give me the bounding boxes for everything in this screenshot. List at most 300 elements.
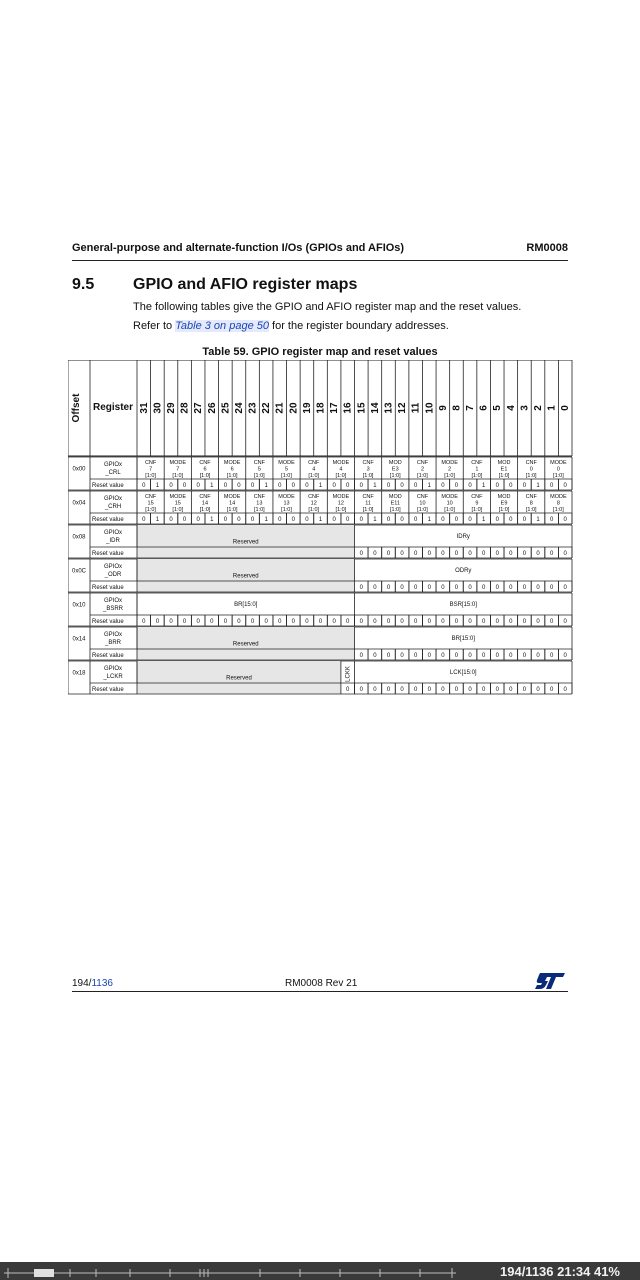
reset-value: 0 [142,517,146,523]
reset-value: 0 [481,653,486,659]
row-reset-label: Reset value [92,653,124,659]
reset-value: 0 [509,653,513,659]
reset-value: 0 [414,585,418,591]
field-label: 12 [310,500,317,507]
field-label: MODE [223,494,241,500]
reset-value: 0 [332,517,336,523]
header-bit-23: 23 [247,402,259,414]
header-bit-5: 5 [492,405,504,411]
field-label: 13 [256,500,263,507]
reset-value: 0 [414,517,418,523]
reset-value: 0 [563,687,567,693]
field-label: E11 [390,500,400,507]
field-label: 15 [174,500,181,507]
reset-value: 0 [536,619,540,625]
reset-value: 0 [441,551,445,557]
page-total-link[interactable]: 1136 [91,978,113,989]
reset-value: 0 [495,517,499,523]
row-register-name: GPIOx [103,598,123,604]
reset-value: 0 [182,517,187,523]
reset-value: 0 [468,551,472,557]
field-label: 2 [448,466,452,473]
row-offset: 0x04 [72,500,86,507]
field-label: CNF [199,494,211,500]
header-bit-30: 30 [152,402,164,414]
reset-value: 0 [481,585,486,591]
field-label: [1:0] [335,507,347,513]
row-reset-label: Reset value [92,483,124,489]
reset-value: 0 [454,619,459,625]
reset-value: 0 [536,653,540,659]
reset-value: 0 [495,619,499,625]
field-label: CNF [253,494,265,500]
reset-value: 0 [386,483,391,489]
refer-text-post: for the register boundary addresses. [268,320,449,332]
reset-value: 0 [250,483,255,489]
reset-value: 0 [563,517,567,523]
field-label: 4 [339,466,343,473]
reset-value: 0 [495,551,499,557]
reset-value: 0 [441,619,445,625]
reset-value: 0 [468,585,472,591]
field-label: CNF [144,494,157,500]
reset-value: 1 [264,483,268,489]
field-label: 10 [419,500,426,507]
header-bit-4: 4 [505,405,517,411]
field-label: Reserved [226,675,252,682]
reset-value: 0 [373,653,377,659]
reset-value: 0 [305,619,309,625]
row-register-name: _ODR [104,572,122,578]
field-label: [1:0] [281,507,292,513]
header-bit-20: 20 [288,402,300,414]
reset-value: 0 [278,483,282,489]
reset-value: 0 [563,619,567,625]
page-header [72,242,568,261]
section-title: GPIO and AFIO register maps [133,276,358,293]
header-bit-12: 12 [397,402,409,414]
field-label: [1:0] [145,507,156,513]
reset-value: 0 [400,517,404,523]
reset-value: 0 [359,653,363,659]
header-bit-26: 26 [206,402,218,414]
field-label: MOD [388,460,402,466]
row-register-name: _BRR [104,640,122,646]
field-label: [1:0] [335,473,347,479]
field-label: CNF [471,494,483,500]
reset-value: 0 [509,687,513,693]
reset-value: 0 [318,619,323,625]
row-register-name: _LCKR [103,674,123,680]
row-register-name: _IDR [106,538,120,544]
field-label: BSR[15:0] [449,602,477,608]
reset-value: 0 [250,619,255,625]
field-label: [1:0] [362,473,374,479]
field-label: E1 [500,466,508,473]
row-reset-label: Reset value [92,619,124,625]
field-label: 15 [147,500,154,507]
header-bit-15: 15 [356,402,368,414]
header-bit-3: 3 [519,405,531,411]
field-label: MOD [388,494,402,500]
reset-value: 0 [509,551,513,557]
header-bit-28: 28 [179,402,191,414]
field-label: 4 [312,466,316,473]
field-label: 14 [201,500,209,507]
row-register-name: GPIOx [103,530,123,536]
field-label: CNF [199,460,211,466]
reset-value: 0 [346,619,350,625]
field-label: [1:0] [253,507,265,513]
reset-value: 1 [155,483,160,489]
row-register-name: GPIOx [103,632,123,638]
reset-value: 0 [237,517,241,523]
field-label: [1:0] [471,507,483,513]
reset-value: 0 [414,551,418,557]
row-offset: 0x00 [72,466,86,473]
header-bit-18: 18 [315,402,327,414]
reset-value: 0 [196,483,200,489]
field-label: [1:0] [172,473,184,479]
reset-value: 0 [454,551,459,557]
reset-value: 0 [305,483,309,489]
field-label: Reserved [232,539,259,546]
refer-paragraph [133,320,449,332]
reset-value: 0 [237,619,241,625]
reset-value: 0 [359,517,363,523]
reset-value: 1 [155,517,160,523]
reset-value: 0 [400,619,404,625]
reset-value: 0 [454,687,459,693]
field-label: CNF [362,494,374,500]
reset-value: 0 [441,585,445,591]
reset-value: 0 [468,619,472,625]
field-label: 10 [446,500,453,507]
page-scrubber[interactable] [0,1262,460,1280]
reset-value: 0 [291,517,295,523]
field-label: MODE [169,494,187,500]
reset-value: 0 [481,619,486,625]
header-bit-9: 9 [437,405,449,411]
header-bit-24: 24 [233,402,245,414]
field-label: 12 [337,500,344,507]
reset-value: 0 [223,619,228,625]
field-label: [1:0] [172,507,184,513]
header-bit-21: 21 [274,402,286,414]
field-label: MODE [441,460,458,466]
reset-value: 0 [549,585,554,591]
reset-value: 0 [536,551,540,557]
reset-value: 0 [481,551,486,557]
reset-value: 0 [400,687,404,693]
reset-value: 0 [264,619,268,625]
field-label: MOD [497,494,511,500]
reset-value: 0 [223,517,228,523]
field-label: 11 [365,500,371,507]
field-label: CNF [416,460,429,466]
reset-value: 0 [373,551,377,557]
reset-value: 0 [386,585,391,591]
table-caption: Table 59. GPIO register map and reset values [202,346,438,358]
header-register: Register [92,402,134,413]
reset-value: 0 [346,483,350,489]
row-offset: 0x14 [72,636,86,643]
header-bit-22: 22 [261,402,273,414]
status-info: 194/1136 21:34 41% [500,1264,620,1279]
reset-value: 0 [386,653,391,659]
reset-value: 1 [536,483,540,489]
field-label: [1:0] [417,507,428,513]
field-label: Reserved [232,641,259,648]
field-label: E9 [500,500,508,507]
reset-value: 0 [495,687,499,693]
reset-value: 1 [210,483,214,489]
reset-value: 0 [386,517,391,523]
field-label: 6 [203,466,207,473]
reset-value: 0 [549,653,554,659]
field-label: MODE [278,494,295,500]
field-label: [1:0] [498,507,510,513]
reset-value: 0 [441,483,445,489]
reset-value: 0 [278,517,282,523]
row-reset-label: Reset value [92,687,124,693]
field-label: 9 [475,500,479,507]
header-bit-8: 8 [451,405,463,411]
field-label: LCKK [345,666,352,682]
field-label: [1:0] [444,507,456,513]
field-label: Reserved [232,573,259,580]
row-offset: 0x08 [72,534,86,541]
field-label: CNF [308,494,320,500]
reset-value: 0 [441,687,445,693]
reset-value: 0 [549,483,554,489]
reset-value: 0 [359,687,363,693]
reset-value: 0 [210,619,214,625]
field-label: 7 [149,466,153,473]
field-label: 6 [230,466,234,473]
intro-paragraph: The following tables give the GPIO and AFIO register map and the reset values. [133,301,522,313]
field-label: 13 [283,500,290,507]
reset-value: 0 [563,585,567,591]
field-label: CNF [362,460,374,466]
reset-value: 0 [373,619,377,625]
reset-value: 0 [549,517,554,523]
field-label: [1:0] [308,473,320,479]
row-reset-label: Reset value [92,551,124,557]
reset-value: 0 [414,653,418,659]
reset-value: 0 [549,687,554,693]
reset-value: 0 [536,585,540,591]
reset-value: 0 [522,653,527,659]
field-label: MODE [278,460,295,466]
reset-value: 0 [522,551,527,557]
reset-value: 0 [359,619,363,625]
reset-value: 0 [549,551,554,557]
header-bit-17: 17 [329,402,341,414]
field-label: [1:0] [471,473,483,479]
page-current: 194/ [72,978,92,989]
reset-value: 0 [468,517,472,523]
reset-value: 0 [169,517,173,523]
reset-value: 1 [318,517,323,523]
field-label: [1:0] [553,507,564,513]
header-bit-6: 6 [478,405,490,411]
reset-value: 0 [169,483,173,489]
row-register-name: _CRL [105,470,121,476]
reset-value: 1 [481,517,486,523]
reset-value: 0 [522,517,527,523]
reset-value: 0 [373,687,377,693]
field-label: MODE [332,460,350,466]
table-3-link[interactable]: Table 3 on page 50 [175,320,269,332]
header-chapter-title: General-purpose and alternate-function I/Os (GPIOs and AFIOs) [72,242,405,254]
field-label: 3 [366,466,370,473]
field-label: MODE [223,460,241,466]
reset-value: 0 [400,551,404,557]
row-register-name: _CRH [104,504,122,510]
reset-value: 0 [196,619,200,625]
reset-value: 1 [264,517,268,523]
field-label: CNF [525,494,537,500]
row-offset: 0x18 [72,670,86,677]
reset-value: 0 [549,619,554,625]
field-label: [1:0] [226,473,238,479]
reset-value: 0 [142,619,146,625]
refer-text-pre: Refer to [133,320,176,332]
reset-value: 0 [400,483,404,489]
field-label: 8 [556,500,560,507]
field-label: LCK[15:0] [449,670,477,676]
field-label: 0 [556,466,560,473]
field-label: [1:0] [362,507,374,513]
field-label: [1:0] [281,473,292,479]
reset-value: 0 [291,619,295,625]
field-label: CNF [471,460,483,466]
reset-value: 0 [414,483,418,489]
reset-value: 1 [210,517,214,523]
reset-value: 0 [495,585,499,591]
row-offset: 0x10 [72,602,86,609]
reset-value: 0 [332,619,336,625]
reset-value: 0 [522,483,527,489]
field-label: IDRy [456,534,470,540]
header-bit-11: 11 [410,402,422,414]
field-label: 5 [257,466,261,473]
field-label: [1:0] [498,473,510,479]
reset-value: 0 [427,551,431,557]
field-label: 8 [529,500,533,507]
field-label: BR[15:0] [234,602,258,608]
field-label: ODRy [455,568,472,574]
reset-value: 1 [373,483,377,489]
reset-value: 0 [509,619,513,625]
header-bit-27: 27 [193,402,205,414]
header-bit-19: 19 [301,402,313,414]
reset-value: 0 [481,687,486,693]
reset-value: 0 [509,585,513,591]
row-register-name: _BSRR [102,606,124,612]
field-label: 0 [529,466,533,473]
row-offset: 0x0C [71,568,87,575]
field-label: MODE [550,460,567,466]
reset-value: 0 [563,551,567,557]
reset-value: 0 [359,483,363,489]
reset-value: 0 [522,619,527,625]
reset-value: 1 [318,483,323,489]
reset-value: 0 [400,653,404,659]
row-reset-label: Reset value [92,585,124,591]
reset-value: 0 [427,687,431,693]
reset-value: 0 [155,619,160,625]
reset-value: 0 [414,619,418,625]
header-bit-7: 7 [465,405,477,411]
header-bit-31: 31 [138,402,150,414]
reset-value: 0 [346,687,350,693]
reset-value: 0 [142,483,146,489]
reset-value: 0 [509,483,513,489]
header-bit-0: 0 [560,405,572,411]
field-label: CNF [253,460,265,466]
field-label: [1:0] [525,473,537,479]
reset-value: 0 [373,585,377,591]
field-label: 2 [420,466,424,473]
section-number: 9.5 [72,276,95,293]
header-bit-2: 2 [533,405,545,411]
doc-revision: RM0008 Rev 21 [285,978,358,989]
header-bit-25: 25 [220,402,232,414]
reset-value: 0 [454,517,459,523]
reset-value: 0 [414,687,418,693]
field-label: [1:0] [389,473,401,479]
reset-value: 0 [495,653,499,659]
reset-value: 0 [563,483,567,489]
reset-value: 0 [169,619,173,625]
reset-value: 0 [386,619,391,625]
reset-value: 0 [400,585,404,591]
field-label: [1:0] [253,473,265,479]
reset-value: 0 [536,687,540,693]
reset-value: 0 [509,517,513,523]
field-label: MODE [550,494,567,500]
page-number [72,978,113,989]
field-label: CNF [144,460,157,466]
reset-value: 0 [563,653,567,659]
reader-status-bar [0,1262,640,1280]
reset-value: 0 [196,517,200,523]
field-label: [1:0] [226,507,238,513]
field-label: CNF [525,460,537,466]
reset-value: 0 [346,517,350,523]
field-label: [1:0] [417,473,428,479]
header-bit-16: 16 [342,402,354,414]
st-logo [534,972,566,990]
header-bit-10: 10 [424,402,436,414]
reset-value: 0 [278,619,282,625]
reset-value: 0 [522,585,527,591]
reset-value: 0 [182,619,187,625]
reset-value: 0 [250,517,255,523]
reset-value: 0 [291,483,295,489]
reset-value: 0 [237,483,241,489]
field-label: 5 [285,466,289,473]
row-register-name: GPIOx [103,496,123,502]
header-bit-29: 29 [165,402,177,414]
reset-value: 0 [427,653,431,659]
row-register-name: GPIOx [103,564,123,570]
reset-value: 0 [386,687,391,693]
field-label: [1:0] [553,473,564,479]
field-label: [1:0] [389,507,401,513]
